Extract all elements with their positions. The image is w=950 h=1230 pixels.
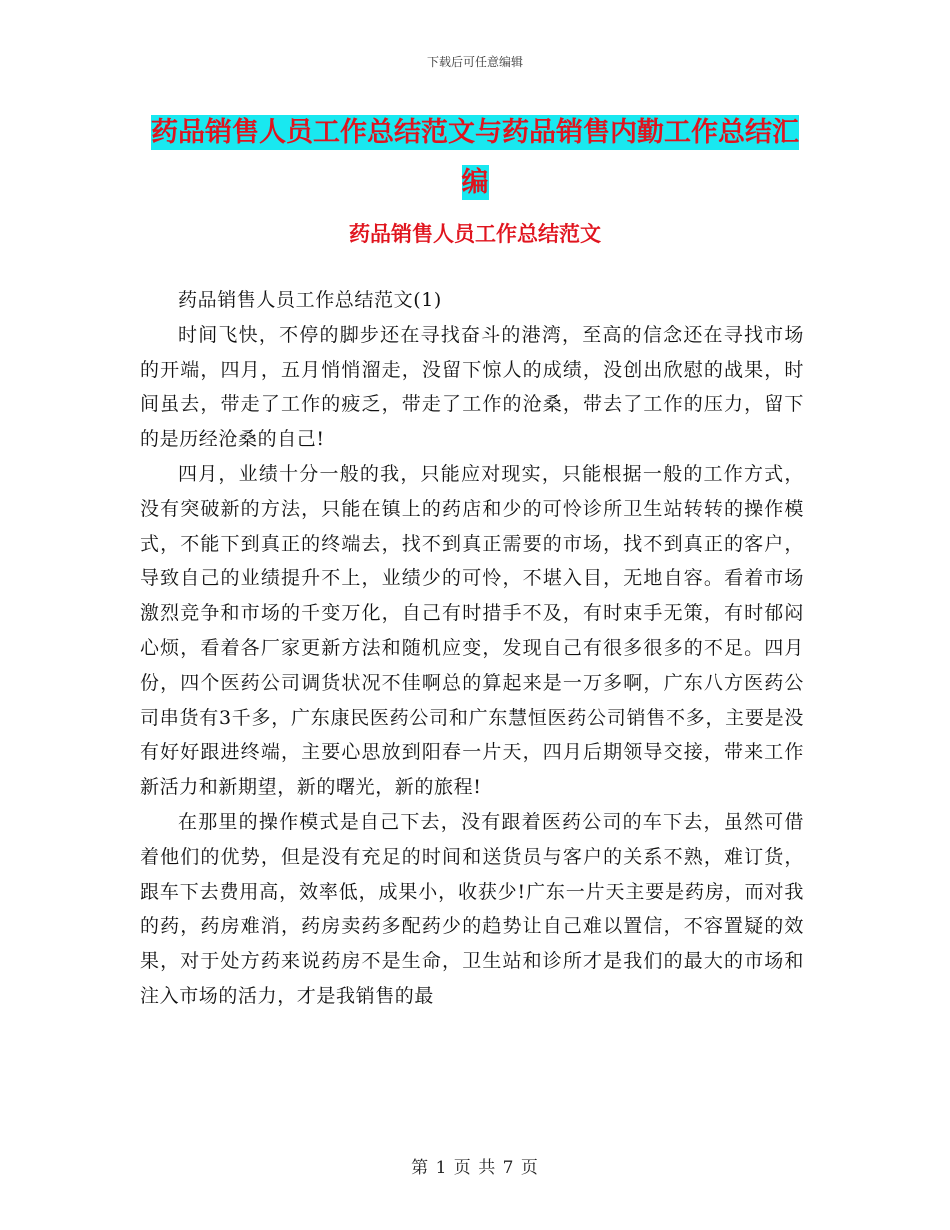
- paragraph: 在那里的操作模式是自己下去，没有跟着医药公司的车下去，虽然可借着他们的优势，但是没有充足的时间和送货员与客户的关系不熟，难订货，跟车下去费用高，效率低，成果小，收获少!广东一片天主要是药房，而对我的药，药房难消，药房卖药多配药少的趋势让自己难以置信，不容置疑的效果，对于处方药来说药房不是生命，卫生站和诊所才是我们的最大的市场和注入市场的活力，才是我销售的最: [140, 810, 804, 1007]
- section-title: 药品销售人员工作总结范文: [349, 222, 601, 246]
- page-header-note: 下载后可任意编辑: [426, 55, 523, 69]
- document-title: [140, 108, 810, 208]
- page-number: 第 1 页 共 7 页: [411, 1158, 539, 1178]
- paragraph: 四月，业绩十分一般的我，只能应对现实，只能根据一般的工作方式，没有突破新的方法，只能在镇上的药店和少的可怜诊所卫生站转转的操作模式，不能下到真正的终端去，找不到真正需要的市场，找不到真正的客户，导致自己的业绩提升不上，业绩少的可怜，不堪入目，无地自容。看着市场激烈竞争和市场的千变万化，自己有时措手不及，有时束手无策，有时郁闷心烦，看着各厂家更新方法和随机应变，发现自己有很多很多的不足。四月份，四个医药公司调货状况不佳啊总的算起来是一万多啊，广东八方医药公司串货有3千多，广东康民医药公司和广东慧恒医药公司销售不多，主要是没有好好跟进终端，主要心思放到阳春一片天，四月后期领导交接，带来工作新活力和新期望，新的曙光，新的旅程!: [140, 462, 804, 799]
- document-title-text: 药品销售人员工作总结范文与药品销售内勤工作总结汇编: [151, 117, 799, 198]
- document-body: [140, 283, 804, 1014]
- paragraph: 药品销售人员工作总结范文(1): [178, 289, 442, 311]
- paragraph: 时间飞快，不停的脚步还在寻找奋斗的港湾，至高的信念还在寻找市场的开端，四月，五月悄悄溜走，没留下惊人的成绩，没创出欣慰的战果，时间虽去，带走了工作的疲乏，带走了工作的沧桑，带去了工作的压力，留下的是历经沧桑的自己!: [140, 323, 804, 451]
